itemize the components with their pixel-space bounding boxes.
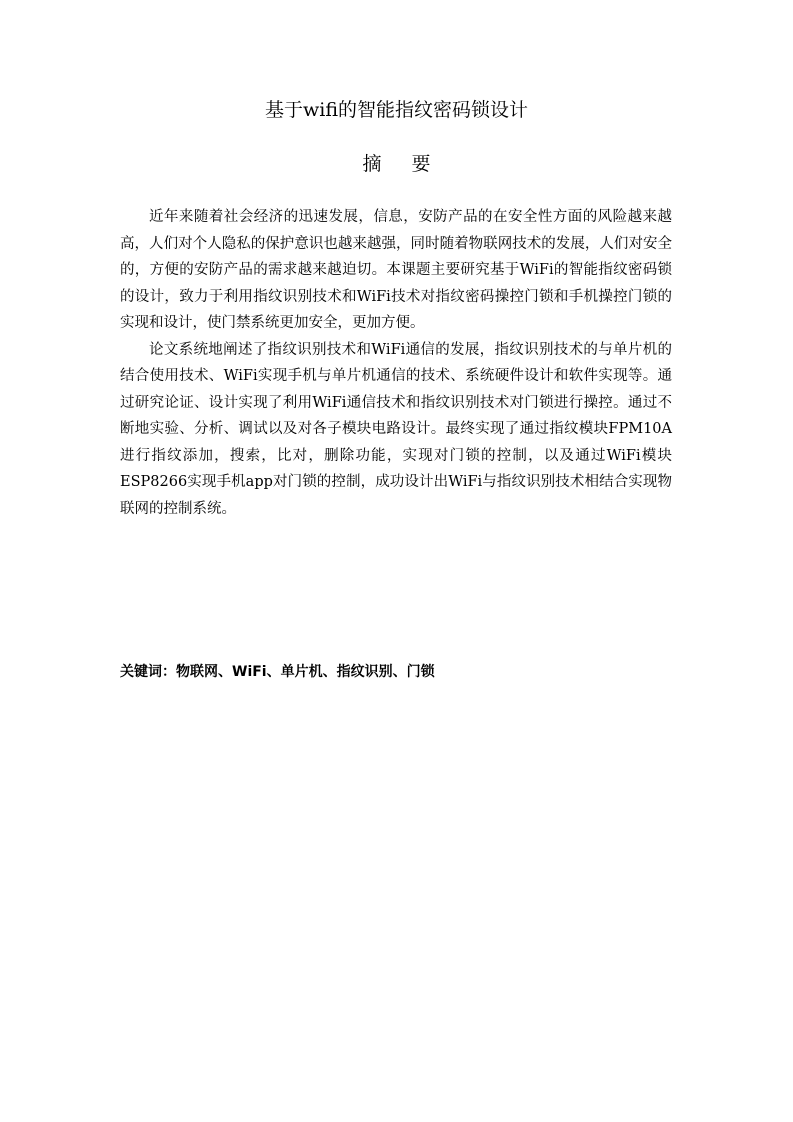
abstract-heading: 摘要 [362,153,461,175]
keywords-line: 关键词：物联网、WiFi、单片机、指纹识别、门锁 [120,664,435,680]
document-title: 基于wifi的智能指纹密码锁设计 [264,99,528,121]
abstract-paragraph-2: 论文系统地阐述了指纹识别技术和WiFi通信的发展，指纹识别技术的与单片机的结合使用技术、WiFi实现手机与单片机通信的技术、系统硬件设计和软件实现等。通过研究论证、设计实现了利用WiFi通信技术和指纹识别技术对门锁进行操控。通过不断地实验、分析、调试以及对各子模块电路设计。最终实现了通过指纹模块FPM10A进行指纹添加，搜索，比对，删除功能，实现对门锁的控制，以及通过WiFi模块ESP8266实现手机app对门锁的控制，成功设计出WiFi与指纹识别技术相结合实现物联网的控制系统。 [120,341,672,517]
abstract-paragraph-1: 近年来随着社会经济的迅速发展，信息，安防产品的在安全性方面的风险越来越高，人们对个人隐私的保护意识也越来越强，同时随着物联网技术的发展，人们对安全的，方便的安防产品的需求越来越迫切。本课题主要研究基于WiFi的智能指纹密码锁的设计，致力于利用指纹识别技术和WiFi技术对指纹密码操控门锁和手机操控门锁的实现和设计，使门禁系统更加安全，更加方便。 [120,209,672,331]
abstract-body [120,204,672,522]
